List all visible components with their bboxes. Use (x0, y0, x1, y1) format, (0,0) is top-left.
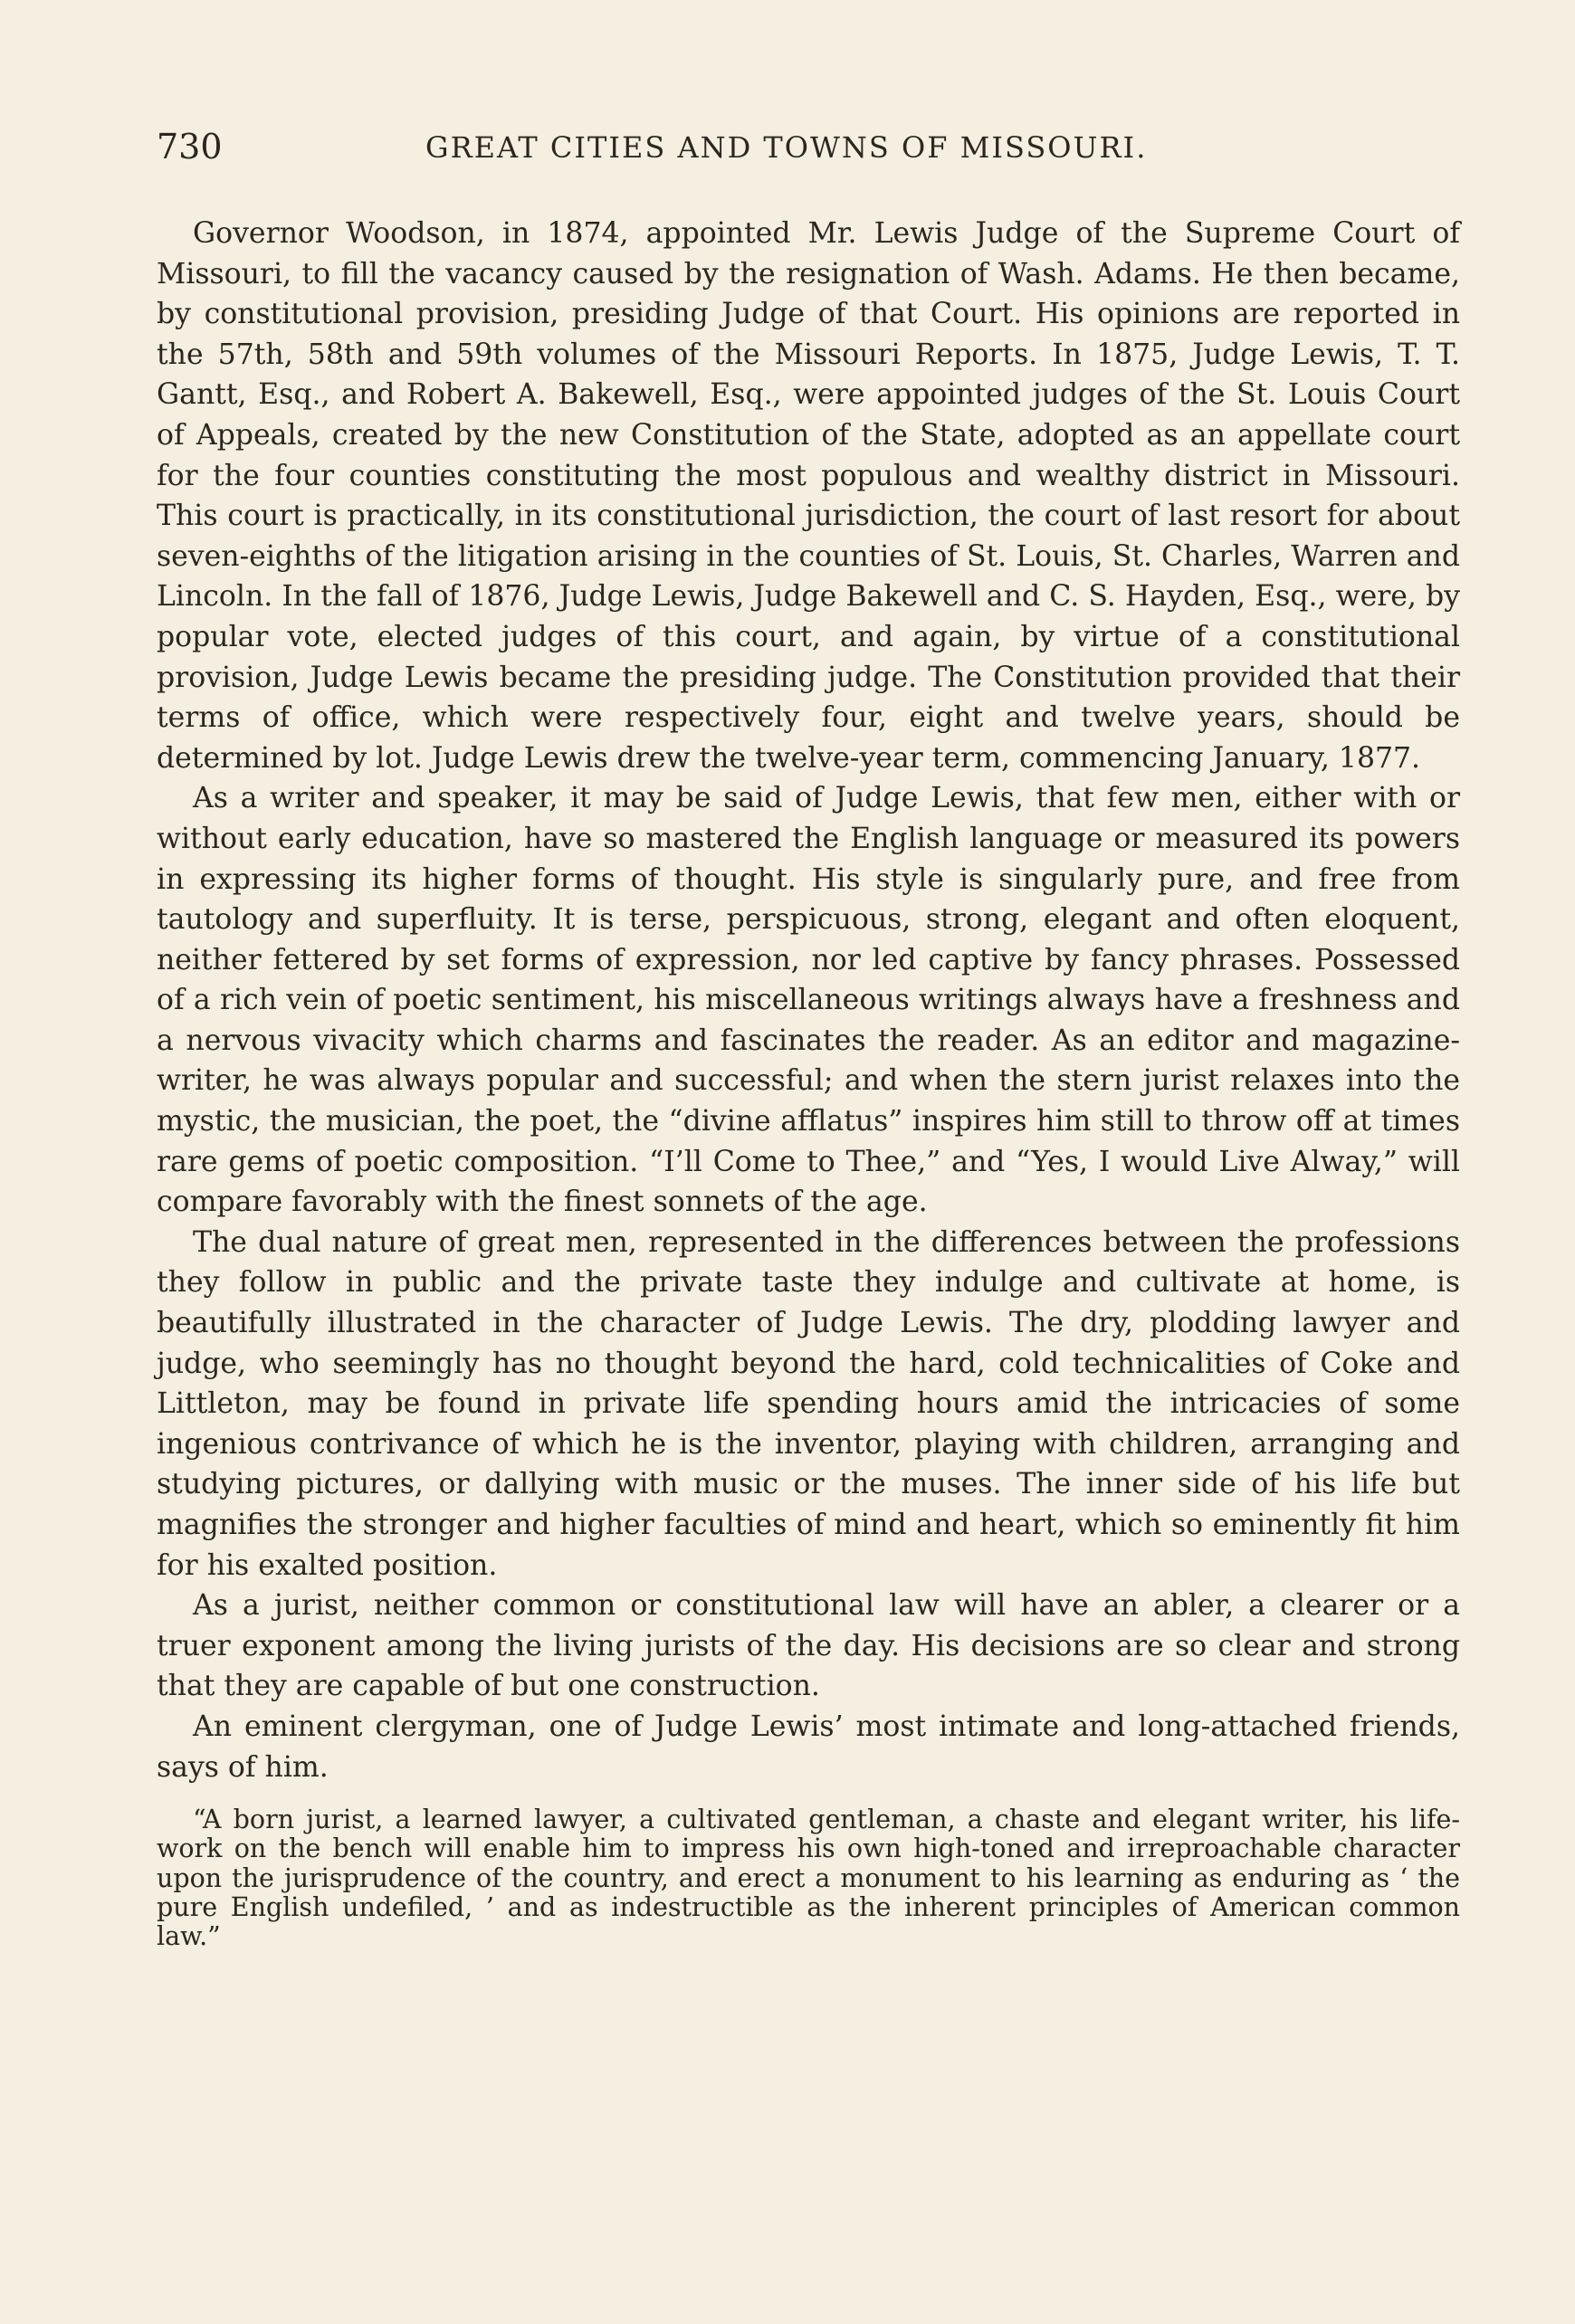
paragraph-jurist: As a jurist, neither common or constitutional law will have an abler, a clearer or a truer exponent among the living jurists of the day. His decisions are so clear and strong that they are capable of but one construction. (157, 1589, 1460, 1703)
running-title: GREAT CITIES AND TOWNS OF MISSOURI. (425, 130, 1148, 165)
page-header (157, 127, 1469, 181)
paragraph-clergyman: An eminent clergyman, one of Judge Lewis’ most intimate and long-attached friends, says of him. (157, 1710, 1460, 1784)
paragraph-dual-nature: The dual nature of great men, represented in the differences between the professions they follow in public and the private taste they indulge and cultivate at home, is beautifully illustrated in the character of Judge Lewis. The dry, plodding lawyer and judge, who seemingly has no thought beyond the hard, cold technicalities of Coke and Littleton, may be found in private life spending hours amid the intricacies of some ingenious contrivance of which he is the inventor, playing with children, arranging and studying pictures, or dallying with music or the muses. The inner side of his life but magnifies the stronger and higher faculties of mind and heart, which so eminently fit him for his exalted position. (157, 1225, 1460, 1582)
paragraph-appointment: Governor Woodson, in 1874, appointed Mr. Lewis Judge of the Supreme Court of Missouri, to fill the vacancy caused by the resignation of Wash. Adams. He then became, by constitutional provision, presiding Judge of that Court. His opinions are reported in the 57th, 58th and 59th volumes of the Missouri Reports. In 1875, Judge Lewis, T. T. Gantt, Esq., and Robert A. Bakewell, Esq., were appointed judges of the St. Louis Court of Appeals, created by the new Constitution of the State, adopted as an appellate court for the four counties constituting the most populous and wealthy district in Missouri. This court is practically, in its constitutional jurisdiction, the court of last resort for about seven-eighths of the litigation arising in the counties of St. Louis, St. Charles, Warren and Lincoln. In the fall of 1876, Judge Lewis, Judge Bakewell and C. S. Hayden, Esq., were, by popular vote, elected judges of this court, and again, by virtue of a constitutional provision, Judge Lewis became the presiding judge. The Constitution provided that their terms of office, which were respectively four, eight and twelve years, should be determined by lot. Judge Lewis drew the twelve-year term, commencing January, 1877. (157, 217, 1460, 775)
paragraph-writer-speaker: As a writer and speaker, it may be said of Judge Lewis, that few men, either with or without early education, have so mastered the English language or measured its powers in expressing its higher forms of thought. His style is singularly pure, and free from tautology and superfluity. It is terse, perspicuous, strong, elegant and often eloquent, neither fettered by set forms of expression, nor led captive by fancy phrases. Possessed of a rich vein of poetic sentiment, his miscellaneous writings always have a freshness and a nervous vivacity which charms and fascinates the reader. As an editor and magazine-writer, he was always popular and successful; and when the stern jurist relaxes into the mystic, the musician, the poet, the “divine afflatus” inspires him still to throw off at times rare gems of poetic composition. “I’ll Come to Thee,” and “Yes, I would Live Alway,” will compare favorably with the finest sonnets of the age. (157, 782, 1460, 1219)
page-number: 730 (157, 127, 223, 167)
block-quote: “A born jurist, a learned lawyer, a cultivated gentleman, a chaste and elegant writer, his life-work on the bench will enable him to impress his own high-toned and irreproachable character upon the jurisprudence of the country, and erect a monument to his learning as enduring as ‘ the pure English undefiled, ’ and as indestructible as the inherent principles of American common law.” (157, 1805, 1460, 1952)
body-text (157, 214, 1460, 1952)
